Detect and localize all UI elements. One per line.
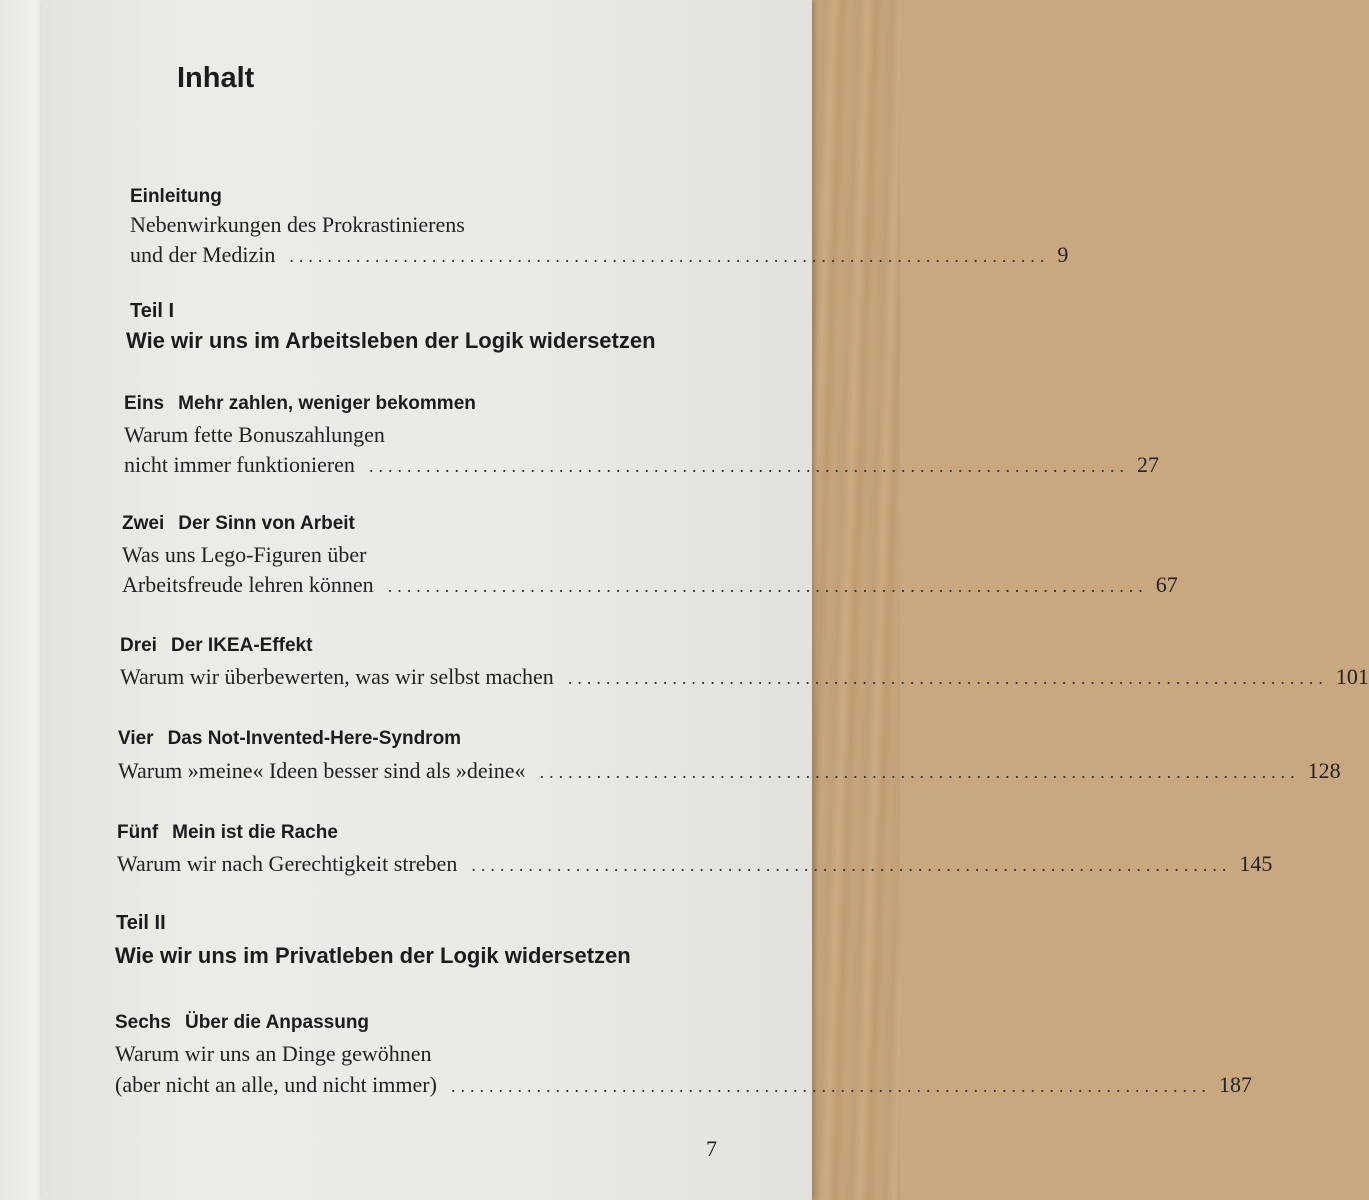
chapter-number: Fünf bbox=[117, 822, 159, 843]
chapter-subtitle-line1: Warum »meine« Ideen besser sind als »deine« bbox=[118, 758, 526, 783]
intro-label: Einleitung bbox=[130, 186, 222, 207]
part-title: Wie wir uns im Privatleben der Logik widersetzen bbox=[115, 943, 631, 968]
chapter-subtitle-line1: Warum fette Bonuszahlungen bbox=[124, 422, 385, 447]
chapter-number: Eins bbox=[124, 393, 165, 414]
chapter-number: Drei bbox=[120, 635, 157, 656]
chapter-number: Vier bbox=[118, 728, 154, 749]
page-number: 101 bbox=[1335, 664, 1369, 689]
chapter-number: Sechs bbox=[115, 1012, 171, 1033]
chapter-title: Mehr zahlen, weniger bekommen bbox=[178, 393, 476, 414]
toc-entry-chapter[interactable] bbox=[120, 664, 1369, 690]
chapter-heading bbox=[115, 1012, 369, 1034]
chapter-subtitle-line1: Was uns Lego-Figuren über bbox=[122, 542, 367, 567]
book-page bbox=[42, 0, 1369, 1200]
chapter-subtitle-line1: Warum wir nach Gerechtigkeit streben bbox=[117, 851, 458, 876]
toc-entry-chapter[interactable] bbox=[117, 851, 1273, 877]
chapter-title: Der Sinn von Arbeit bbox=[178, 513, 355, 534]
leader-dots: ................................................................................ bbox=[450, 1076, 1211, 1096]
toc-entry-intro[interactable] bbox=[130, 242, 1069, 268]
leader-dots: ................................................................................ bbox=[387, 576, 1148, 596]
toc-entry-chapter[interactable] bbox=[124, 452, 1159, 478]
chapter-heading bbox=[122, 513, 355, 535]
chapter-subtitle-line1: Warum wir überbewerten, was wir selbst machen bbox=[120, 664, 554, 689]
page-number: 187 bbox=[1218, 1072, 1252, 1097]
toc-entry-chapter[interactable] bbox=[115, 1072, 1252, 1098]
chapter-title: Mein ist die Rache bbox=[172, 822, 338, 843]
chapter-title: Über die Anpassung bbox=[184, 1012, 370, 1033]
chapter-heading bbox=[124, 393, 476, 415]
part-label: Teil II bbox=[116, 912, 166, 934]
chapter-title: Das Not-Invented-Here-Syndrom bbox=[167, 728, 462, 749]
chapter-number: Zwei bbox=[122, 513, 165, 534]
chapter-heading bbox=[120, 635, 312, 657]
part-title: Wie wir uns im Arbeitsleben der Logik widersetzen bbox=[126, 328, 656, 353]
page-number: 67 bbox=[1155, 572, 1178, 597]
part-label: Teil I bbox=[130, 300, 175, 322]
leader-dots: ................................................................................ bbox=[368, 456, 1129, 476]
leader-dots: ................................................................................ bbox=[539, 762, 1300, 782]
page-number: 9 bbox=[1057, 242, 1069, 267]
page-number: 145 bbox=[1239, 851, 1273, 876]
page-number: 128 bbox=[1307, 758, 1341, 783]
chapter-title: Der IKEA-Effekt bbox=[170, 635, 313, 656]
leader-dots: ................................................................................ bbox=[567, 668, 1328, 688]
intro-subtitle-line2: und der Medizin bbox=[130, 242, 276, 267]
chapter-subtitle-line2: nicht immer funktionieren bbox=[124, 452, 355, 477]
chapter-subtitle-line2: (aber nicht an alle, und nicht immer) bbox=[115, 1072, 437, 1097]
chapter-subtitle-line2: Arbeitsfreude lehren können bbox=[122, 572, 374, 597]
chapter-heading bbox=[117, 822, 338, 844]
page-number: 27 bbox=[1136, 452, 1159, 477]
toc-entry-chapter[interactable] bbox=[122, 572, 1178, 598]
toc-entry-chapter[interactable] bbox=[118, 758, 1341, 784]
page-folio: 7 bbox=[706, 1136, 717, 1161]
leader-dots: ................................................................................ bbox=[471, 855, 1232, 875]
chapter-subtitle-line1: Warum wir uns an Dinge gewöhnen bbox=[115, 1041, 432, 1066]
page-title: Inhalt bbox=[177, 62, 255, 94]
leader-dots: ................................................................................ bbox=[289, 246, 1050, 266]
chapter-heading bbox=[118, 728, 461, 750]
intro-subtitle-line1: Nebenwirkungen des Prokrastinierens bbox=[130, 212, 465, 237]
